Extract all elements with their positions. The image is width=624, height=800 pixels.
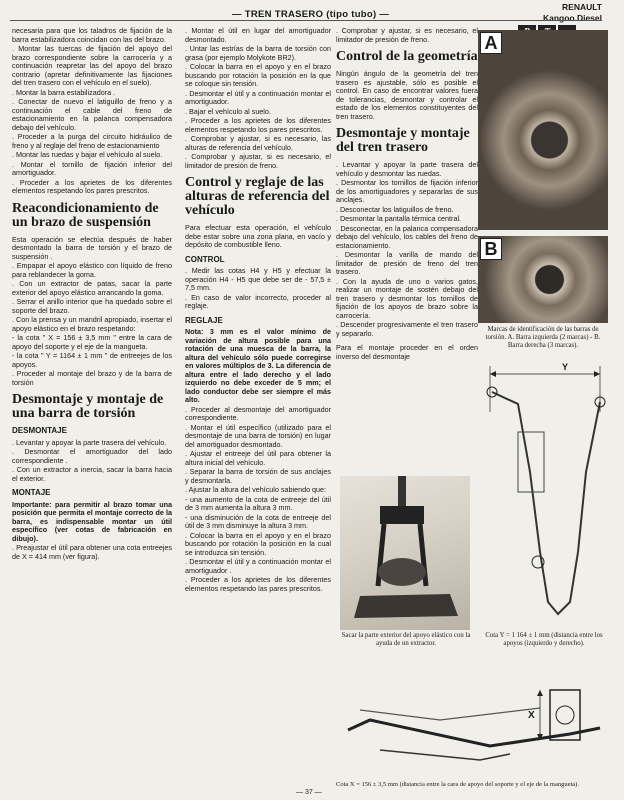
heading-desmontaje-barra: Desmontaje y montaje de una barra de torsión: [12, 392, 164, 421]
paragraph: . Descender progresivamente el tren trasero y separarlo.: [336, 320, 478, 338]
paragraph: . Desmontar los tornillos de fijación inferior de los amortiguadores y separarlas de sus anclajes.: [336, 178, 478, 204]
paragraph: . Levantar y apoyar la parte trasera del vehículo y desmontar las ruedas.: [336, 160, 478, 178]
paragraph: . Desmontar el útil y a continuación montar el amortiguador.: [185, 88, 331, 106]
important-note: Importante: para permitir al brazo tomar una posición que permita el montaje correcto de la barra, es indispensable montar un útil específico (ver cotas de fabricación en dibujo).: [12, 499, 172, 543]
paragraph: . En caso de valor incorrecto, proceder al reglaje.: [185, 292, 331, 310]
paragraph: . Ajustar el entreeje del útil para obtener la altura inicial del vehículo.: [185, 449, 331, 467]
section-header-title: — TREN TRASERO (tipo tubo) —: [232, 9, 390, 20]
subheading-control: CONTROL: [185, 254, 225, 264]
paragraph: . Montar las tuercas de fijación del apoyo del brazo correspondiente sobre la carrocería y a continuación reapretar las del apoyo del brazo contrario (apretar definitivamente las fijaciones del tren trasero con el vehículo en el suelo).: [12, 44, 172, 87]
subheading-desmontaje: DESMONTAJE: [12, 426, 67, 435]
photo-extractor-press: [340, 476, 470, 630]
caption-y: Cota Y = 1 164 ± 1 mm (distancia entre los apoyos (izquierdo y derecho).: [485, 632, 603, 647]
paragraph: Para el montaje proceder en el orden inverso del desmontaje: [336, 343, 478, 361]
caption-press: Sacar la parte exterior del apoyo elástico con la ayuda de un extractor.: [341, 632, 471, 647]
dimension-label-x: X: [528, 710, 535, 721]
paragraph: . Montar el útil específico (utilizado para el desmontaje de una barra de torsión) en lugar del amortiguador desmontado.: [185, 422, 331, 449]
paragraph: . Colocar la barra en el apoyo y en el brazo buscando por rotación la posición en la que se coloque sin tensión.: [185, 62, 331, 88]
paragraph: . Comprobar y ajustar, si es necesario, las alturas de referencia del vehículo.: [185, 134, 331, 152]
figure-label-b: B: [480, 238, 502, 260]
paragraph: . Desconectar, en la palanca compensadora debajo del vehículo, los cables del freno de estacionamiento.: [336, 223, 478, 250]
photo-bar-left-marks: [478, 30, 608, 230]
column-1: [12, 27, 172, 562]
paragraph: . Proceder a los aprietes de los diferentes elementos respetando los pares prescritos.: [185, 116, 331, 134]
paragraph: . Desmontar la pantalla térmica central.: [336, 214, 462, 223]
paragraph: . Con la ayuda de uno o varios gatos, realizar un montaje de sostén debajo del tren trasero y desmontar los tornillos de fijación de los apoyos de brazo sobre la carrocería.: [336, 276, 478, 320]
page-number: — 37 —: [296, 789, 322, 796]
paragraph: . Bajar el vehículo al suelo.: [185, 106, 271, 116]
paragraph: . Desconectar los latiguillos de freno.: [336, 204, 454, 214]
column-2: [185, 27, 331, 594]
paragraph: . Comprobar y ajustar, si es necesario, el limitador de presión de freno.: [336, 26, 478, 44]
note-paragraph: Nota: 3 mm es el valor mínimo de variación de altura posible para una rotación de una muesca de la barra, la altura del vehículo sólo puede corregirse en valores múltiplos de 3. La diferencia de altura entre el lado derecho y el lado izquierdo no debe exceder de 5 mm; el lado conductor debe ser siempre el más alto.: [185, 327, 331, 404]
paragraph: . Proceder al desmontaje del amortiguador correspondiente.: [185, 404, 331, 422]
subheading-montaje: MONTAJE: [12, 488, 51, 497]
paragraph: . Con un extractor de patas, sacar la parte exterior del apoyo elástico arrancando la goma.: [12, 279, 172, 297]
paragraph: . Separar la barra de torsión de sus anclajes y desmontarla.: [185, 467, 331, 485]
paragraph: . Proceder a los aprietes de los diferentes elementos respetando las pares prescritos.: [185, 575, 331, 593]
paragraph: . Ajustar la altura del vehículo sabiendo que:: [185, 485, 327, 494]
paragraph: . Medir las cotas H4 y H5 y efectuar la operación H4 - H5 que debe ser de - 57,5 ± 7,5 mm.: [185, 266, 331, 292]
paragraph: Ningún ángulo de la geometría del tren trasero es ajustable, sólo es posible el control. En caso de encontrar valores fuera de tolerancias, desmontar y controlar el estado de los elementos constituyentes del tren trasero.: [336, 69, 478, 121]
caption-x: Cota X = 156 ± 3,5 mm (distancia entre la cara de apoyo del soporte y el eje de la mangueta).: [336, 781, 579, 788]
paragraph: - una aumento de la cota de entreeje del útil de 3 mm aumenta la altura 3 mm.: [185, 494, 331, 512]
paragraph: . Con un extractor a inercia, sacar la barra hacia el exterior.: [12, 465, 172, 483]
photo-bar-right-marks: [478, 236, 608, 323]
paragraph: . Comprobar y ajustar, si es necesario, el limitador de presión de freno.: [185, 152, 331, 170]
paragraph: . Desmontar el útil y a continuación montar el amortiguador .: [185, 557, 331, 575]
paragraph: . Untar las estrías de la barra de torsión con grasa (por ejemplo Molykote BR2).: [185, 44, 331, 62]
paragraph: . Montar el útil en lugar del amortiguador desmontado.: [185, 26, 331, 44]
figure-label-a: A: [480, 32, 502, 54]
paragraph: . Proceder a la purga del circuito hidráulico de freno y al reglaje del freno de estacionamiento: [12, 132, 172, 150]
header-rule: [10, 20, 602, 21]
paragraph: Para efectuar esta operación, el vehículo debe estar sobre una zona plana, en vacío y depósito de combustible lleno.: [185, 223, 331, 249]
caption-ab: Marcas de identificación de las barras de torsión. A. Barra izquierda (2 marcas) - B. Barra derecha (3 marcas).: [485, 326, 601, 349]
paragraph: . Montar la barra estabilizadora .: [12, 87, 116, 97]
paragraph: . Empapar el apoyo elástico con líquido de freno para reblandecer la goma.: [12, 261, 172, 279]
paragraph: . Desmontar la varilla de mando del limitador de presión de freno del tren trasero.: [336, 250, 478, 276]
paragraph: . Montar las ruedas y bajar el vehículo al suelo.: [12, 150, 163, 159]
paragraph: . Desmontar el amortiguador del lado correspondiente .: [12, 447, 172, 465]
paragraph: - la cota " Y = 1164 ± 1 mm " de entreejes de los apoyos.: [12, 351, 172, 369]
diagram-x-dimension: [340, 650, 610, 778]
heading-reacondicionamiento: Reacondicionamiento de un brazo de suspensión: [12, 200, 159, 230]
heading-desmontaje-tren: Desmontaje y montaje del tren trasero: [336, 126, 470, 155]
dimension-label-y: Y: [562, 362, 569, 372]
paragraph: Esta operación se efectúa después de haber desmontado la barra de torsión y el brazo de suspensión .: [12, 234, 172, 261]
heading-control-reglaje: Control y reglaje de las alturas de referencia del vehículo: [185, 175, 330, 218]
paragraph: . Proceder a los aprietes de los diferentes elementos respetando los pares prescritos.: [12, 177, 172, 195]
diagram-y-dimension: [478, 352, 610, 628]
paragraph: . Preajustar el útil para obtener una cota entreejes de X = 414 mm (ver figura).: [12, 543, 172, 561]
brand-name: RENAULT: [562, 2, 602, 12]
paragraph: . Con la prensa y un mandril apropiado, insertar el apoyo elástico en el brazo respetando:: [12, 315, 172, 333]
paragraph: - la cota " X = 156 ± 3,5 mm " entre la cara de apoyo del soporte y el eje de la mangueta.: [12, 333, 172, 351]
paragraph: . Colocar la barra en el apoyo y en el brazo buscando por rotación la posición en la cual se introduzca sin tensión.: [185, 530, 331, 557]
paragraph: . Levantar y apoyar la parte trasera del vehículo.: [12, 437, 167, 447]
paragraph: . Conectar de nuevo el latiguillo de freno y a continuación el cable del freno de estacionamiento en la palanca compensadora debajo del vehículo.: [12, 97, 172, 132]
column-3: [336, 27, 478, 362]
paragraph: . Montar el tornillo de fijación inferior del amortiguador.: [12, 159, 172, 177]
subheading-reglaje: REGLAJE: [185, 315, 223, 325]
paragraph: . Serrar el anillo interior que ha quedado sobre el soporte del brazo.: [12, 297, 172, 315]
paragraph: necesaria para que los taladros de fijación de la barra estabilizadora coincidan con las del brazo.: [12, 26, 172, 44]
paragraph: . Proceder al montaje del brazo y de la barra de torsión: [12, 369, 172, 387]
press-illustration: [340, 476, 470, 630]
heading-geometria: Control de la geometría: [336, 49, 478, 64]
model-name: Kangoo Diesel: [542, 13, 602, 23]
paragraph: - una disminución de la cota de entreeje del útil de 3 mm disminuye la altura 3 mm.: [185, 512, 331, 530]
